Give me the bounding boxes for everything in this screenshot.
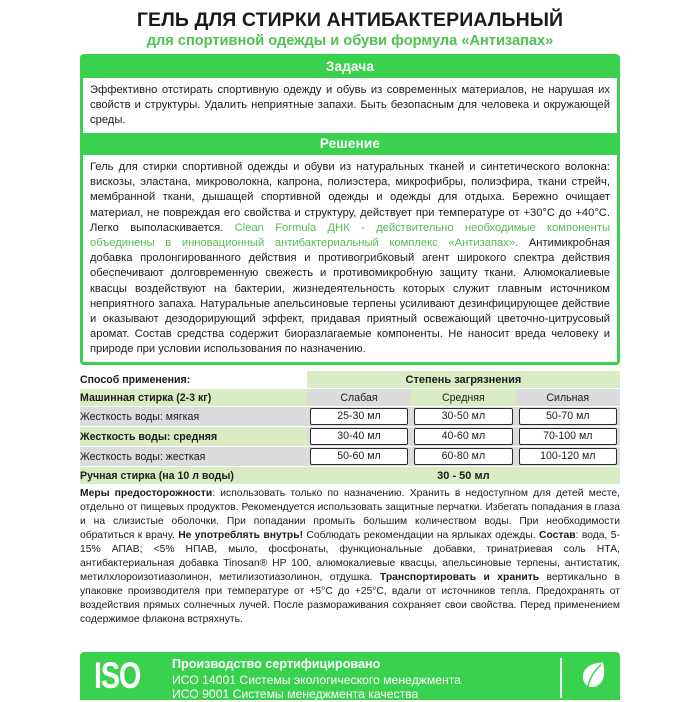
cell-soft-strong (516, 407, 620, 427)
precautions-text (80, 487, 620, 626)
usage-method-label: Способ применения: (80, 371, 307, 389)
transport-body: вертикально в упаковке производителя при температуре от +5°C до +25°C, вдали от источников тепла. Предохранять от воздействия прямых солнечных лучей. После размораживания сохраняет свои свойства. Перед применением содержимое флакона встряхнуть. (80, 571, 620, 625)
table-row-columns (80, 389, 620, 407)
dosage-table (80, 371, 620, 484)
cell-medium-weak (307, 427, 411, 447)
vertical-divider (560, 658, 562, 698)
table-row-usage-header (80, 371, 620, 389)
dose-value: 100-120 мл (519, 448, 617, 465)
iso-text-group (168, 657, 554, 702)
task-panel (83, 78, 617, 134)
dose-value: 50-70 мл (519, 408, 617, 425)
table-row (80, 447, 620, 467)
cell-medium-strong (516, 427, 620, 447)
warning-label: Не употреблять внутрь! (178, 530, 304, 542)
dose-value: 25-30 мл (310, 408, 408, 425)
solution-text (90, 160, 610, 357)
page-subtitle: для спортивной одежды и обуви формула «Антизапах» (146, 32, 554, 49)
cell-hard-strong (516, 447, 620, 467)
dose-value: 30-50 мл (414, 408, 512, 425)
row-label-soft: Жесткость воды: мягкая (80, 407, 307, 427)
cell-medium-medium (411, 427, 515, 447)
dose-value: 70-100 мл (519, 428, 617, 445)
info-green-block (80, 54, 620, 366)
iso-line-3: ИСО 9001 Системы менеджмента качества (172, 687, 419, 702)
dose-value: 30-40 мл (310, 428, 408, 445)
column-header-weak: Слабая (307, 389, 411, 407)
hand-wash-value: 30 - 50 мл (307, 467, 620, 485)
precautions-label: Меры предосторожности (80, 488, 213, 500)
soil-level-header: Степень загрязнения (307, 371, 620, 389)
table-row (80, 427, 620, 447)
dose-value: 50-60 мл (310, 448, 408, 465)
leaf-icon (576, 657, 610, 690)
transport-label: Транспортировать и хранить (379, 571, 540, 583)
solution-panel (83, 155, 617, 362)
row-label-hard: Жесткость воды: жесткая (80, 447, 307, 467)
solution-text-after: Антимикробная добавка пролонгированного действия и противогрибковый агент широкого спектра действия обеспечивают долговременную свежесть и противомикробную защиту ткани. Алюмокалиевые квасцы воздействуют на бактерии, жизнедеятельность которых служит главным источником неприятного запаха. Натуральные апельсиновые терпены усиливают дезинфицирующее действие и оказывают дезодорирующий эффект, придавая приятный освежающий цветочно-цитрусовый аромат. Состав средства содержит биоразлагаемые компоненты. Не наносит вреда человеку и природе при условии использования по назначению. (90, 236, 610, 356)
solution-text-before: Гель для стирки спортивной одежды и обуви из натуральных тканей и синтетического волокна: вискозы, эластана, микроволокна, капрона, полиэстера, микрофибры, полиэфира, ткани стрейч, мембранной ткани, дышащей спортивной одежды и одежды для отдыха. Бережно очищает материал, не повреждая его свойства и структуру, действует при температуре от +30°C до +40°C. Легко выполаскивается. (90, 161, 610, 234)
composition-body: : вода, 5-15% АПАВ; <5% НПАВ, мыло, фосфонаты, функциональные добавки, тринатриевая соль НТА, антибактериальная добавка Tinosan® HP 100, алюмокалиевые квасцы, апельсиновые терпены, антистатик, метилхлороизотиазолинон, метилизотиазолинон, отдушка. (80, 530, 620, 583)
task-text: Эффективно отстирать спортивную одежду и обувь из современных материалов, не нарушая их свойств и структуры. Удалить неприятные запахи. Быть безопасным для человека и окружающей среды. (90, 83, 610, 126)
hand-wash-label: Ручная стирка (на 10 л воды) (80, 467, 307, 485)
cell-hard-weak (307, 447, 411, 467)
page-title: ГЕЛЬ ДЛЯ СТИРКИ АНТИБАКТЕРИАЛЬНЫЙ (136, 9, 564, 31)
machine-wash-label: Машинная стирка (2-3 кг) (80, 389, 307, 407)
table-row (80, 407, 620, 427)
precautions-body-2: Соблюдать рекомендации на ярлыках одежды. (303, 530, 540, 542)
composition-label: Состав (539, 530, 576, 542)
cell-hard-medium (411, 447, 515, 467)
iso-certification-bar (80, 652, 620, 700)
dosage-table-wrapper (80, 371, 620, 484)
iso-line-2: ИСО 14001 Системы экологического менеджмента (172, 672, 461, 687)
task-band-label: Задача (325, 58, 375, 74)
iso-line-1: Производство сертифицировано (172, 657, 381, 671)
column-header-strong: Сильная (516, 389, 620, 407)
cell-soft-medium (411, 407, 515, 427)
iso-logo: ISO (94, 655, 141, 696)
dose-value: 60-80 мл (414, 448, 512, 465)
solution-band-label: Решение (319, 136, 381, 152)
cell-soft-weak (307, 407, 411, 427)
precautions-body-1: : использовать только по назначению. Хранить в недоступном для детей месте, отдельно от пищевых продуктов. Рекомендуется использовать защитные перчатки. Избегать попадания в глаза и на слизистые оболочки. При попадании промыть большим количеством воды. При необходимости обратиться к врачу. (80, 488, 621, 542)
solution-text-highlight: Clean Formula ДНК - действительно необходимые компоненты объединены в инновационный антибактериальный комплекс «Антизапах». (90, 221, 610, 249)
table-row-hand-wash (80, 467, 620, 485)
row-label-medium: Жесткость воды: средняя (80, 427, 307, 447)
column-header-medium: Средняя (411, 389, 515, 407)
dose-value: 40-60 мл (414, 428, 512, 445)
